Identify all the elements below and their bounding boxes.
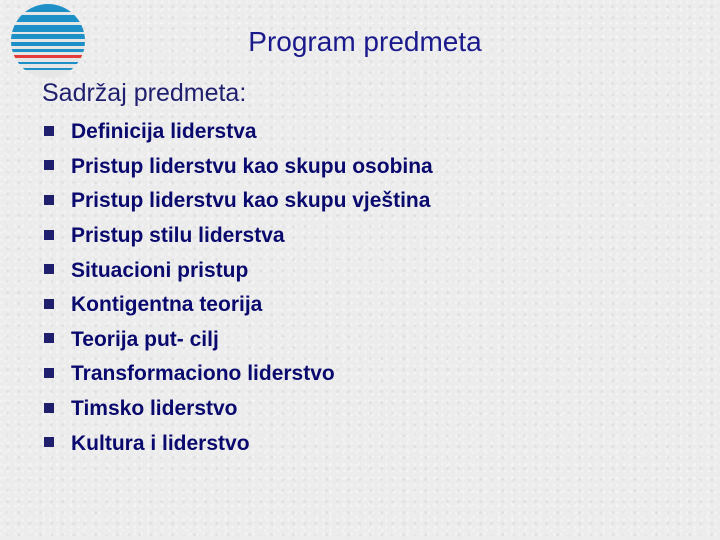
list-item bbox=[44, 426, 433, 461]
list-item bbox=[44, 184, 433, 219]
square-bullet-icon bbox=[44, 230, 54, 240]
striped-globe-logo-icon bbox=[8, 2, 88, 80]
list-item bbox=[44, 288, 433, 323]
list-item-label: Kultura i liderstvo bbox=[71, 431, 250, 455]
list-item bbox=[44, 323, 433, 358]
list-item-label: Situacioni pristup bbox=[71, 258, 249, 282]
square-bullet-icon bbox=[44, 160, 54, 170]
square-bullet-icon bbox=[44, 299, 54, 309]
list-item-label: Kontigentna teorija bbox=[71, 293, 263, 317]
slide-title: Program predmeta bbox=[248, 26, 482, 57]
list-item-label: Pristup liderstvu kao skupu osobina bbox=[71, 154, 433, 178]
topic-list bbox=[44, 115, 433, 461]
list-item bbox=[44, 357, 433, 392]
list-item bbox=[44, 253, 433, 288]
square-bullet-icon bbox=[44, 264, 54, 274]
list-item bbox=[44, 150, 433, 185]
list-item-label: Pristup liderstvu kao skupu vještina bbox=[71, 189, 431, 213]
section-heading: Sadržaj predmeta: bbox=[42, 79, 247, 107]
list-item-label: Timsko liderstvo bbox=[71, 397, 238, 421]
square-bullet-icon bbox=[44, 403, 54, 413]
list-item bbox=[44, 392, 433, 427]
list-item bbox=[44, 115, 433, 150]
list-item-label: Definicija liderstva bbox=[71, 120, 257, 144]
square-bullet-icon bbox=[44, 368, 54, 378]
list-item bbox=[44, 219, 433, 254]
square-bullet-icon bbox=[44, 333, 54, 343]
list-item-label: Transformaciono liderstvo bbox=[71, 362, 335, 386]
list-item-label: Pristup stilu liderstva bbox=[71, 224, 285, 248]
square-bullet-icon bbox=[44, 126, 54, 136]
square-bullet-icon bbox=[44, 195, 54, 205]
square-bullet-icon bbox=[44, 437, 54, 447]
list-item-label: Teorija put- cilj bbox=[71, 327, 219, 351]
logo-graphic bbox=[8, 2, 88, 80]
